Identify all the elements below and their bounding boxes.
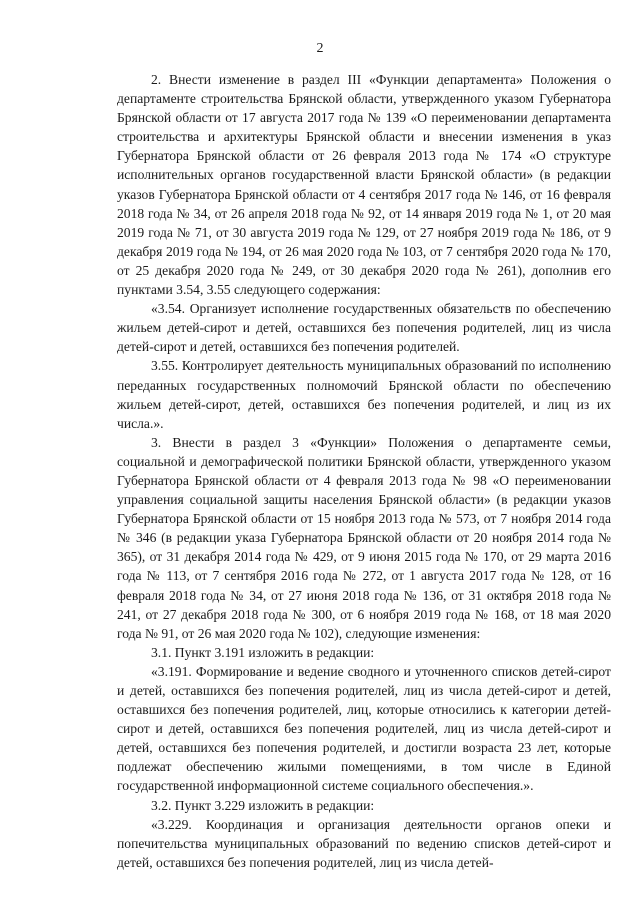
paragraph-item-3-55: 3.55. Контролирует деятельность муниципальных образований по исполнению переданных государственных полномочий Брянской области по обеспечению жильем детей-сирот, детей, оставшихся без попечения родителей, и лиц из их числа.». <box>117 358 611 431</box>
document-body <box>117 70 611 872</box>
paragraph-item-3-1: 3.1. Пункт 3.191 изложить в редакции: <box>151 644 375 660</box>
paragraph-item-3-191: «3.191. Формирование и ведение сводного и уточненного списков детей-сирот и детей, оставшихся без попечения родителей, лиц из числа детей-сирот и детей, оставшихся без попечения родителей, лиц, которые относились к категории детей-сирот и детей, оставшихся без попечения родителей, лиц из числа детей-сирот и детей, оставшихся без попечения родителей, и достигли возраста 23 лет, которые подлежат обеспечению жилыми помещениями, в том числе в Единой государственной информационной системе социального обеспечения.». <box>117 663 611 794</box>
paragraph-item-3-54: «3.54. Организует исполнение государственных обязательств по обеспечению жильем детей-сирот и детей, оставшихся без попечения родителей, лиц из числа детей-сирот и детей, оставшихся без попечения родителей. <box>117 301 611 355</box>
paragraph-item-3-2: 3.2. Пункт 3.229 изложить в редакции: <box>151 797 375 813</box>
paragraph-amendment-3: 3. Внести в раздел 3 «Функции» Положения о департаменте семьи, социальной и демографической политики Брянской области, утвержденного указом Губернатора Брянской области от 4 февраля 2013 года № 98 «О переименовании управления социальной защиты населения Брянской области» (в редакции указов Губернатора Брянской области от 15 ноября 2013 года № 573, от 7 ноября 2014 года № 346 (в редакции указа Губернатора Брянской области от 20 ноября 2014 года № 365), от 31 декабря 2014 года № 429, от 9 июня 2015 года № 170, от 29 марта 2016 года № 113, от 7 сентября 2016 года № 272, от 1 августа 2017 года № 128, от 16 февраля 2018 года № 34, от 27 июня 2018 года № 136, от 31 октября 2018 года № 241, от 27 декабря 2018 года № 300, от 6 ноября 2019 года № 168, от 18 мая 2020 года № 91, от 26 мая 2020 года № 102), следующие изменения: <box>117 434 611 641</box>
paragraph-amendment-2: 2. Внести изменение в раздел III «Функции департамента» Положения о департаменте строительства Брянской области, утвержденного указом Губернатора Брянской области от 17 августа 2017 года № 139 «О переименовании департамента строительства и архитектуры Брянской области и внесении изменения в указ Губернатора Брянской области от 26 февраля 2013 года № 174 «О структуре исполнительных органов государственной власти Брянской области» (в редакции указов Губернатора Брянской области от 4 сентября 2017 года № 146, от 16 февраля 2018 года № 34, от 26 апреля 2018 года № 92, от 14 января 2019 года № 1, от 20 мая 2019 года № 71, от 30 августа 2019 года № 129, от 27 ноября 2019 года № 186, от 9 декабря 2019 года № 194, от 26 мая 2020 года № 103, от 7 сентября 2020 года № 170, от 25 декабря 2020 года № 249, от 30 декабря 2020 года № 261), дополнив его пунктами 3.54, 3.55 следующего содержания: <box>117 72 611 298</box>
page-number: 2 <box>316 41 324 56</box>
paragraph-item-3-229: «3.229. Координация и организация деятельности органов опеки и попечительства муниципальных образований по ведению списков детей-сирот и детей, оставшихся без попечения родителей, лиц из числа детей- <box>117 816 611 870</box>
